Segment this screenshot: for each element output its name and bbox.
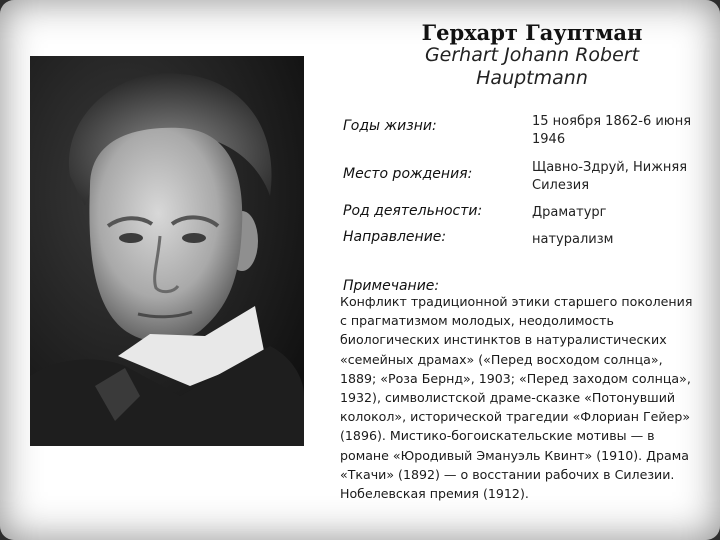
note-label: Примечание: bbox=[343, 278, 440, 294]
life-years-label: Годы жизни: bbox=[343, 118, 437, 134]
occupation-value: Драматург bbox=[532, 205, 607, 220]
birthplace-label: Место рождения: bbox=[343, 166, 473, 182]
page-subtitle: Gerhart Johann Robert Hauptmann bbox=[424, 44, 640, 89]
life-years-value: 15 ноября 1862-6 июня 1946 bbox=[532, 114, 692, 147]
note-text: Конфликт традиционной этики старшего поколения с прагматизмом молодых, неодолимость биологических инстинктов в натуралистических «семейных драмах» («Перед восходом солнца», 1889; «Роза Бернд», 1903; «Перед заходом солнца», 1932), символистской драме-сказке «Потонувший колокол», исторической трагедии «Флориан Гейер» (1896). Мистико-богоискательские мотивы — в романе «Юродивый Эмануэль Квинт» (1910). Драма «Ткачи» (1892) — о восстании рабочих в Силезии. Нобелевская премия (1912). bbox=[340, 294, 693, 502]
direction-label: Направление: bbox=[343, 229, 447, 245]
page-title: Герхарт Гауптман bbox=[421, 20, 643, 45]
portrait-drawing bbox=[30, 56, 304, 446]
portrait-photo bbox=[30, 56, 304, 446]
birthplace-value: Щавно-Здруй, Нижняя Силезия bbox=[532, 160, 688, 193]
occupation-label: Род деятельности: bbox=[343, 203, 483, 219]
direction-value: натурализм bbox=[532, 232, 614, 247]
